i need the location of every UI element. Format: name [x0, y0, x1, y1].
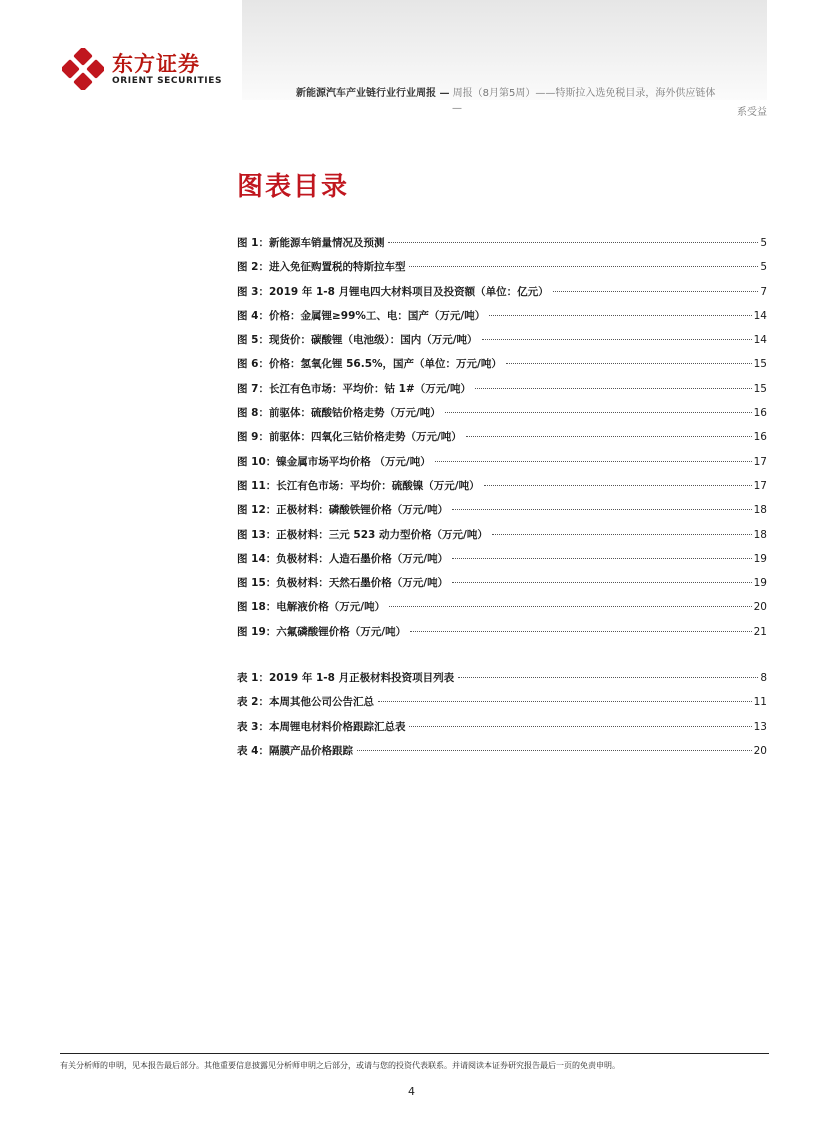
- toc-entry-label: 图 3：2019 年 1-8 月锂电四大材料项目及投资额（单位：亿元）: [237, 285, 549, 298]
- report-author: 系受益: [737, 107, 767, 118]
- toc-entry-page: 18: [753, 504, 767, 517]
- report-subtitle-continuation: —: [452, 103, 462, 114]
- toc-entry-label: 图 7：长江有色市场：平均价：钴 1#（万元/吨）: [237, 382, 472, 395]
- page-title: 图表目录: [237, 172, 350, 202]
- toc-dot-leader: [452, 582, 752, 583]
- toc-entry-page: 18: [753, 528, 767, 541]
- toc-dot-leader: [388, 242, 758, 243]
- toc-dot-leader: [482, 339, 752, 340]
- logo-mark-icon: [62, 48, 104, 90]
- toc-figure-entry[interactable]: [237, 235, 767, 259]
- toc-entry-label: 图 12：正极材料：磷酸铁锂价格（万元/吨）: [237, 504, 449, 517]
- footer-divider: [60, 1053, 769, 1054]
- toc-entry-page: 13: [753, 720, 767, 733]
- toc-entry-label: 图 10：镍金属市场平均价格 （万元/吨）: [237, 455, 431, 468]
- toc-entry-label: 图 2：进入免征购置税的特斯拉车型: [237, 261, 406, 274]
- toc-entry-label: 图 15：负极材料：天然石墨价格（万元/吨）: [237, 577, 449, 590]
- logo-english-name: ORIENT SECURITIES: [112, 76, 223, 86]
- toc-entry-label: 图 6：价格：氢氧化锂 56.5%，国产（单位：万元/吨）: [237, 358, 502, 371]
- toc-table-entry[interactable]: [237, 670, 767, 694]
- toc-dot-leader: [452, 509, 752, 510]
- toc-figure-entry[interactable]: [237, 527, 767, 551]
- toc-entry-page: 16: [753, 407, 767, 420]
- toc-entry-label: 图 5：现货价：碳酸锂（电池级）：国内（万元/吨）: [237, 334, 478, 347]
- orient-securities-logo: [62, 42, 292, 92]
- toc-figure-entry[interactable]: [237, 284, 767, 308]
- toc-entry-page: 11: [753, 696, 767, 709]
- toc-figure-entry[interactable]: [237, 332, 767, 356]
- toc-table-entry[interactable]: [237, 694, 767, 718]
- footer-disclaimer: 有关分析师的申明，见本报告最后部分。其他重要信息披露见分析师申明之后部分，或请与您的投资代表联系。并请阅读本证券研究报告最后一页的免责申明。: [60, 1061, 620, 1070]
- toc-entry-page: 19: [753, 577, 767, 590]
- toc-entry-page: 17: [753, 455, 767, 468]
- toc-dot-leader: [389, 606, 752, 607]
- toc-dot-leader: [409, 726, 751, 727]
- toc-figure-entry[interactable]: [237, 624, 767, 648]
- toc-entry-label: 图 9：前驱体：四氧化三钴价格走势（万元/吨）: [237, 431, 462, 444]
- toc-figure-entry[interactable]: [237, 259, 767, 283]
- toc-entry-page: 5: [760, 237, 767, 249]
- toc-dot-leader: [378, 701, 752, 702]
- toc-entry-page: 14: [753, 309, 767, 322]
- toc-entry-page: 7: [760, 285, 767, 298]
- report-header: [296, 84, 715, 99]
- toc-entry-page: 15: [753, 358, 767, 371]
- toc-entry-page: 5: [760, 261, 767, 274]
- toc-entry-label: 图 1：新能源车销量情况及预测: [237, 237, 385, 249]
- toc-entry-page: 21: [753, 625, 767, 638]
- toc-table-entry[interactable]: [237, 743, 767, 767]
- toc-figure-entry[interactable]: [237, 502, 767, 526]
- toc-entry-label: 表 4：隔膜产品价格跟踪: [237, 744, 353, 757]
- toc-entry-label: 图 8：前驱体：硫酸钴价格走势（万元/吨）: [237, 407, 441, 420]
- report-name: 新能源汽车产业链行业行业周报 —: [296, 88, 450, 99]
- toc-figure-entry[interactable]: [237, 429, 767, 453]
- toc-entry-label: 图 19：六氟磷酸锂价格（万元/吨）: [237, 625, 407, 638]
- toc-entry-label: 表 2：本周其他公司公告汇总: [237, 696, 374, 709]
- toc-dot-leader: [458, 677, 758, 678]
- toc-figure-entry[interactable]: [237, 551, 767, 575]
- toc-entry-label: 图 11：长江有色市场：平均价：硫酸镍（万元/吨）: [237, 479, 480, 492]
- toc-entry-page: 20: [753, 744, 767, 757]
- toc-dot-leader: [489, 315, 751, 316]
- toc-figure-entry[interactable]: [237, 381, 767, 405]
- logo-chinese-name: 东方证券: [112, 52, 200, 76]
- toc-dot-leader: [506, 363, 752, 364]
- toc-dot-leader: [357, 750, 752, 751]
- toc-entry-page: 14: [753, 334, 767, 347]
- toc-entry-label: 表 1：2019 年 1-8 月正极材料投资项目列表: [237, 672, 455, 684]
- toc-entry-page: 19: [753, 552, 767, 565]
- toc-entry-page: 15: [753, 382, 767, 395]
- toc-dot-leader: [466, 436, 752, 437]
- figure-list: [237, 235, 767, 648]
- toc-table-entry[interactable]: [237, 719, 767, 743]
- toc-dot-leader: [435, 461, 752, 462]
- toc-entry-label: 图 18：电解液价格（万元/吨）: [237, 601, 386, 614]
- table-list: [237, 670, 767, 767]
- toc-figure-entry[interactable]: [237, 308, 767, 332]
- report-subtitle: 周报（8月第5周）——特斯拉入选免税目录，海外供应链体: [452, 88, 716, 99]
- toc-dot-leader: [553, 291, 759, 292]
- toc-dot-leader: [484, 485, 752, 486]
- toc-entry-page: 17: [753, 479, 767, 492]
- toc-dot-leader: [410, 631, 752, 632]
- toc-entry-label: 图 14：负极材料：人造石墨价格（万元/吨）: [237, 552, 449, 565]
- toc-entry-label: 表 3：本周锂电材料价格跟踪汇总表: [237, 720, 406, 733]
- toc-entry-label: 图 13：正极材料：三元 523 动力型价格（万元/吨）: [237, 528, 488, 541]
- toc-entry-label: 图 4：价格：金属锂≥99%工、电：国产（万元/吨）: [237, 309, 486, 322]
- toc-figure-entry[interactable]: [237, 356, 767, 380]
- toc-dot-leader: [492, 534, 752, 535]
- toc-figure-entry[interactable]: [237, 405, 767, 429]
- toc-dot-leader: [445, 412, 752, 413]
- toc-dot-leader: [409, 266, 758, 267]
- toc-entry-page: 16: [753, 431, 767, 444]
- toc-figure-entry[interactable]: [237, 599, 767, 623]
- toc-dot-leader: [452, 558, 752, 559]
- toc-figure-entry[interactable]: [237, 575, 767, 599]
- toc-entry-page: 20: [753, 601, 767, 614]
- toc-figure-entry[interactable]: [237, 454, 767, 478]
- toc-entry-page: 8: [760, 672, 767, 684]
- toc-dot-leader: [475, 388, 752, 389]
- toc-figure-entry[interactable]: [237, 478, 767, 502]
- page-number: 4: [408, 1085, 415, 1098]
